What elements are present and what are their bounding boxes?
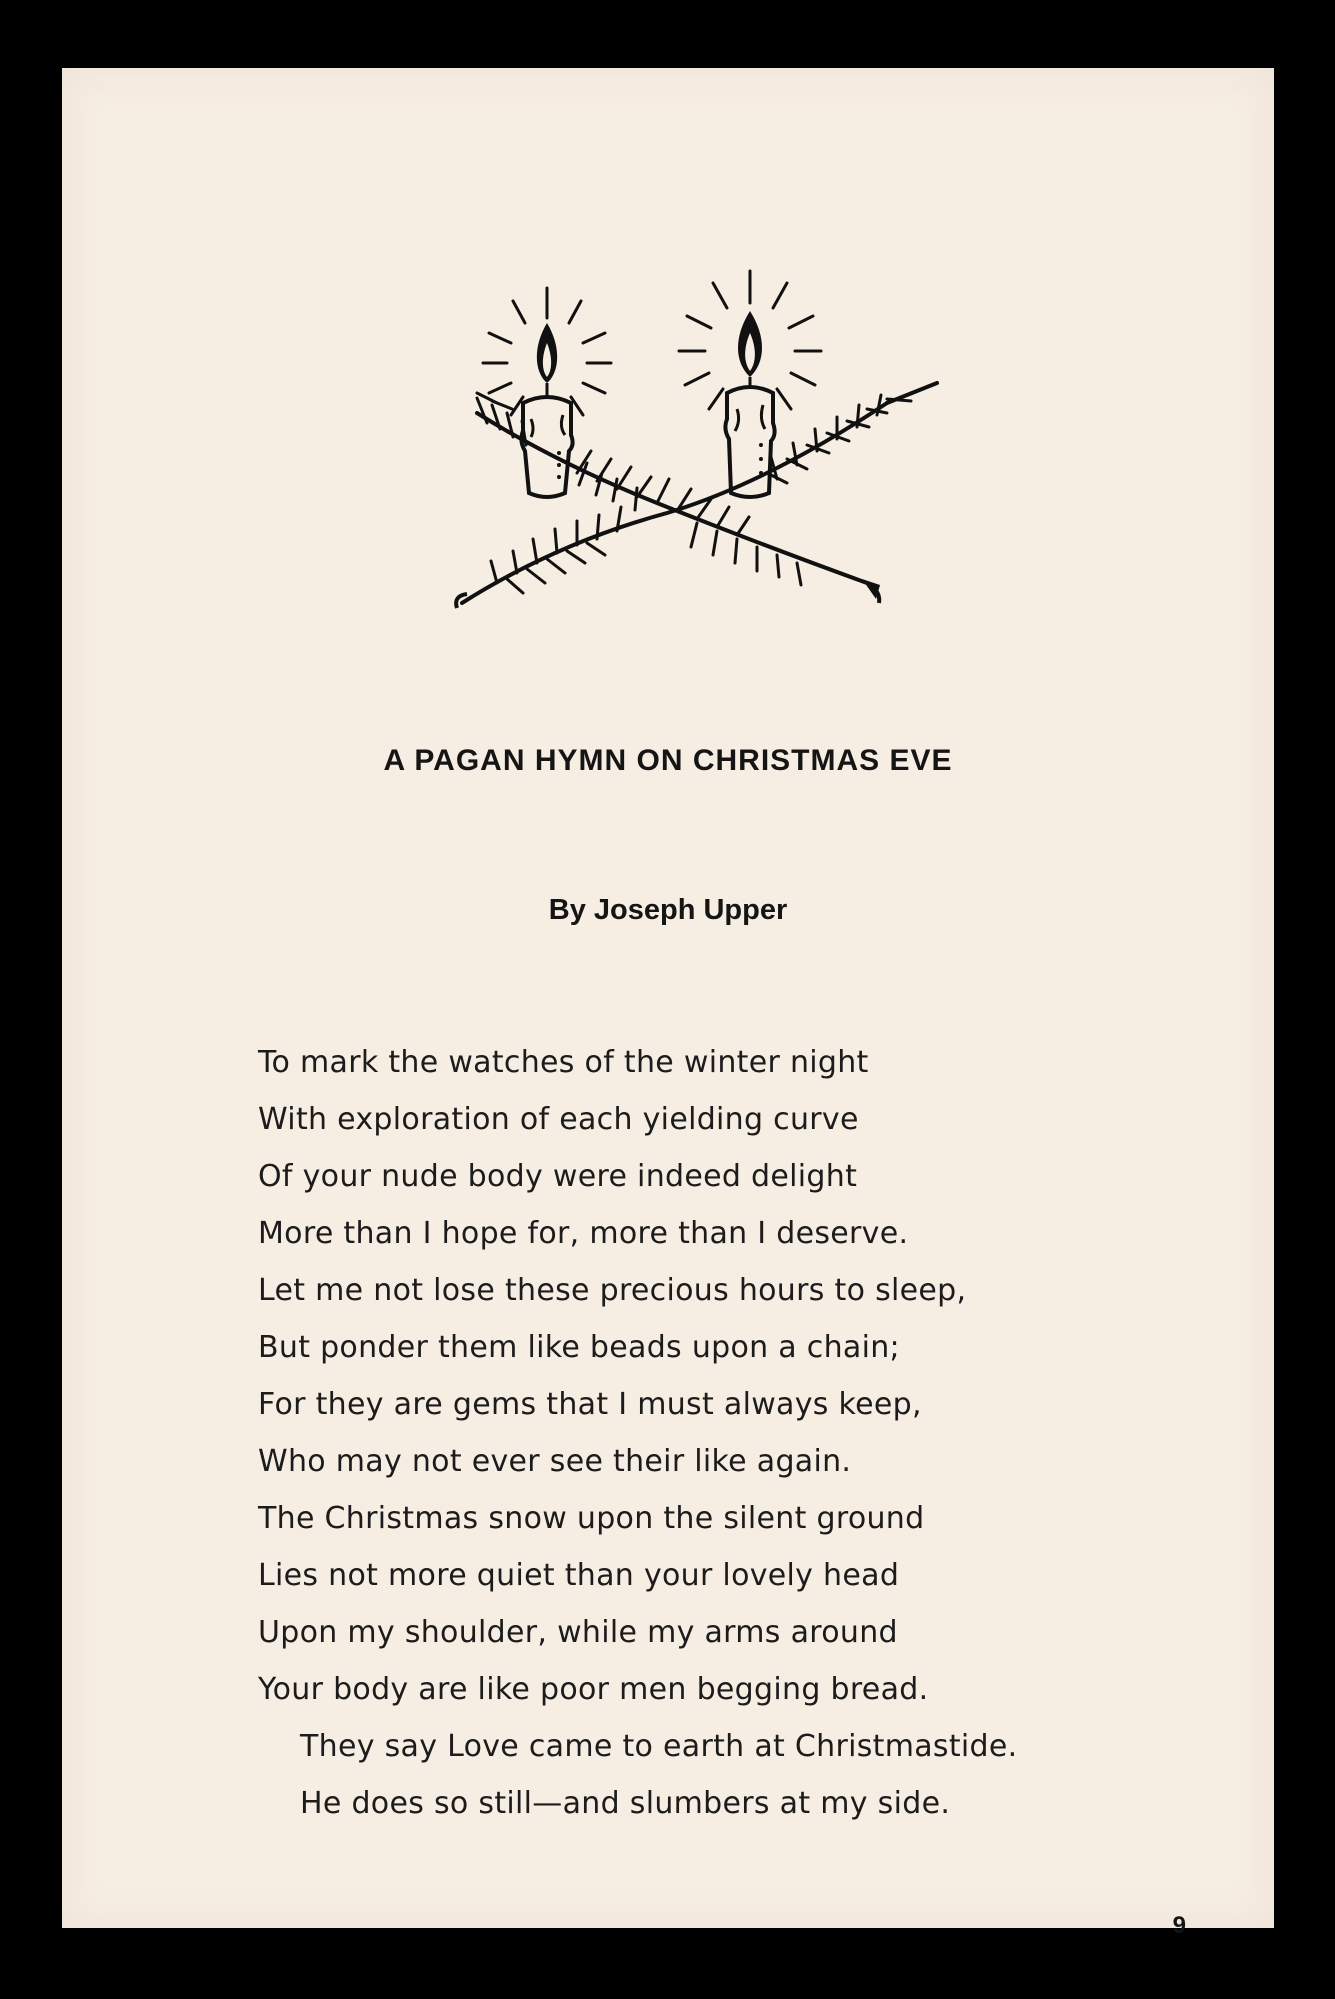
poem-line: Who may not ever see their like again. (258, 1444, 852, 1479)
poem-line: More than I hope for, more than I deserve. (258, 1216, 909, 1251)
couplet-line: He does so still—and slumbers at my side. (300, 1786, 951, 1821)
poem-body (258, 1034, 1138, 1832)
poem-line: Of your nude body were indeed delight (258, 1159, 858, 1194)
byline: By Joseph Upper (548, 894, 788, 926)
page-number: 9 (1172, 1912, 1186, 1939)
poem-line: Lies not more quiet than your lovely head (258, 1558, 900, 1593)
poem-line: To mark the watches of the winter night (258, 1045, 869, 1080)
poem-title: A PAGAN HYMN ON CHRISTMAS EVE (383, 744, 953, 777)
candles-on-pine-branch-icon (437, 183, 997, 623)
poem-line: For they are gems that I must always keep, (258, 1387, 922, 1422)
couplet-line: They say Love came to earth at Christmastide. (300, 1729, 1018, 1764)
poem-line: Upon my shoulder, while my arms around (258, 1615, 898, 1650)
book-page (62, 68, 1274, 1939)
poem-line: But ponder them like beads upon a chain; (258, 1330, 900, 1365)
poem-line: Your body are like poor men begging bread. (258, 1672, 929, 1707)
poem-line: The Christmas snow upon the silent ground (258, 1501, 925, 1536)
poem-line: Let me not lose these precious hours to sleep, (258, 1273, 967, 1308)
poem-line: With exploration of each yielding curve (258, 1102, 859, 1137)
